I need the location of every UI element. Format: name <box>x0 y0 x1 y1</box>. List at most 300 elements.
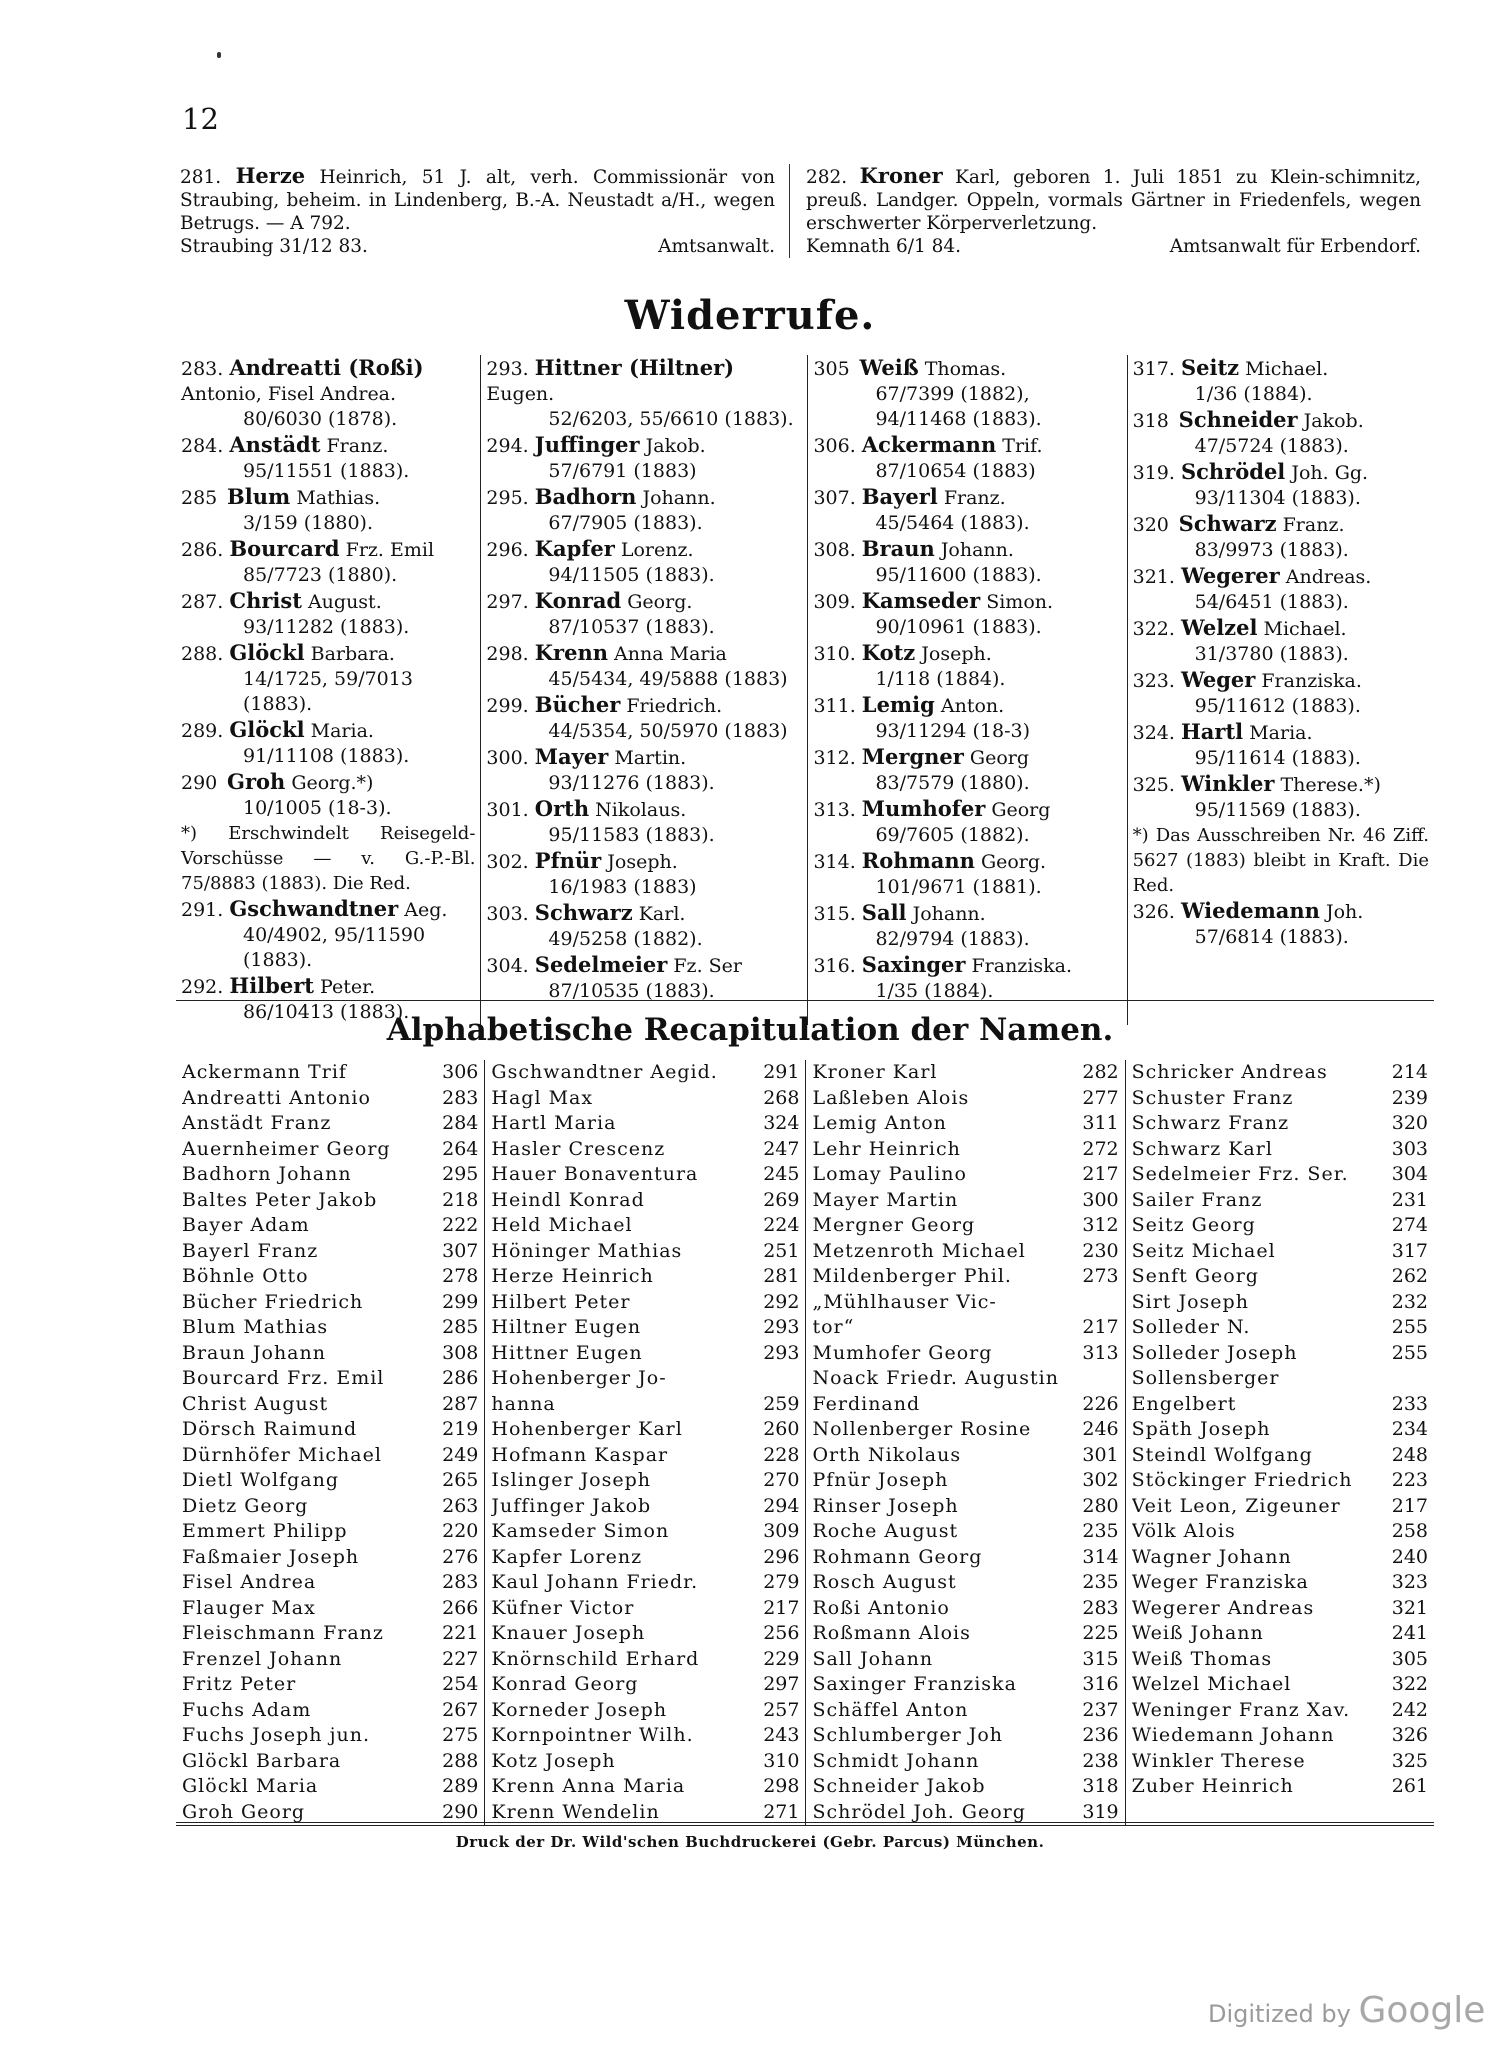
recap-row <box>1132 1698 1428 1724</box>
entry-name: Pfnür <box>534 848 602 873</box>
recap-row <box>491 1647 799 1673</box>
entry-detail: Therese.*) <box>1280 774 1381 796</box>
widerruf-entry <box>813 536 1121 588</box>
entry-detail: Friedrich. <box>626 695 723 717</box>
recap-row <box>812 1086 1118 1112</box>
recap-name: Seitz Michael <box>1131 1239 1276 1262</box>
entry-head <box>181 973 475 1000</box>
recap-row <box>812 1392 1118 1418</box>
entry-head <box>1133 667 1429 694</box>
recap-name: Schuster Franz <box>1131 1086 1294 1109</box>
recap-name: Hofmann Kaspar <box>491 1443 669 1466</box>
entry-name: Kotz <box>861 640 916 665</box>
entry-reference: 95/11614 (1883). <box>1194 747 1361 769</box>
entry-detail: Anton. <box>940 695 1005 717</box>
entry-head <box>813 952 1121 979</box>
printer-imprint: Druck der Dr. Wild'schen Buchdruckerei (Gebr. Parcus) München. <box>455 1833 1045 1851</box>
recap-reference: 279 <box>763 1571 800 1593</box>
widerrufe-column-4 <box>1128 355 1434 1025</box>
recap-row <box>1132 1647 1428 1673</box>
widerruf-entry <box>1133 355 1429 407</box>
recap-reference: 262 <box>1391 1265 1429 1287</box>
entry-name: Hartl <box>1180 719 1244 744</box>
entry-reference: 67/7399 (1882), 94/11468 (1883). <box>875 383 1042 430</box>
entry-detail: Peter. <box>320 976 376 998</box>
recap-row <box>491 1749 799 1775</box>
widerruf-entry <box>486 536 802 588</box>
recap-row <box>182 1647 478 1673</box>
recap-name: Bayerl Franz <box>182 1239 319 1262</box>
recap-row <box>182 1468 478 1494</box>
recap-reference: 290 <box>442 1800 479 1823</box>
recap-reference: 232 <box>1391 1290 1429 1313</box>
entry-head <box>486 744 802 771</box>
recap-row <box>1132 1060 1428 1086</box>
recap-name: Zuber Heinrich <box>1131 1775 1294 1797</box>
recap-name: Mergner Georg <box>812 1214 976 1236</box>
recap-reference: 261 <box>1391 1775 1429 1797</box>
entry-number: 303. <box>486 903 529 925</box>
widerruf-entry <box>181 484 475 536</box>
recap-row <box>491 1137 799 1163</box>
entry-reference: 44/5354, 50/5970 (1883) <box>548 720 788 742</box>
recap-row <box>491 1060 799 1086</box>
recap-row <box>491 1468 799 1494</box>
recap-name: Fuchs Joseph jun. <box>182 1724 370 1746</box>
entry-reference: 40/4902, 95/11590 (1883). <box>243 924 426 971</box>
recap-row <box>812 1545 1118 1571</box>
entry-number: 326. <box>1132 901 1175 923</box>
recap-name: Veit Leon, Zigeuner <box>1131 1494 1341 1517</box>
entry-reference: 87/10654 (1883) <box>875 460 1036 482</box>
recap-name: Braun Johann <box>182 1341 326 1364</box>
widerruf-entry <box>813 744 1121 796</box>
recap-row <box>1132 1494 1428 1520</box>
recap-row <box>491 1570 799 1596</box>
recap-row <box>1132 1417 1428 1443</box>
widerruf-entry <box>486 744 802 796</box>
entry-number: 289. <box>181 720 224 742</box>
recap-name: Schwarz Franz <box>1131 1112 1290 1134</box>
entry-number: 305 <box>813 358 850 380</box>
recap-reference: 275 <box>442 1724 479 1746</box>
recap-name: Kamseder Simon <box>491 1520 670 1542</box>
entry-number: 319. <box>1132 462 1175 484</box>
entry-detail: Jakob. <box>645 435 706 457</box>
entry-number: 306. <box>813 435 856 457</box>
recap-name: Fleischmann Franz <box>182 1622 384 1644</box>
recap-name: Engelbert <box>1131 1392 1237 1415</box>
notice-number: 282. <box>806 167 848 188</box>
entry-reference: 93/11294 (18-3) <box>875 720 1031 742</box>
recap-reference: 228 <box>763 1443 800 1466</box>
entry-detail: Joh. Gg. <box>1291 462 1369 484</box>
recap-name: Blum Mathias <box>182 1316 329 1338</box>
entry-head <box>181 588 475 615</box>
entry-reference: 1/36 (1884). <box>1194 383 1313 405</box>
recap-row <box>1132 1570 1428 1596</box>
recap-reference: 268 <box>763 1086 800 1109</box>
recap-row <box>812 1060 1118 1086</box>
entry-reference: 87/10535 (1883). <box>548 980 715 1002</box>
recap-reference: 289 <box>442 1775 479 1797</box>
entry-head <box>486 900 802 927</box>
entry-reference: 31/3780 (1883). <box>1194 643 1349 665</box>
recap-row <box>491 1774 799 1800</box>
entry-number: 322. <box>1132 618 1175 640</box>
entry-name: Krenn <box>534 640 608 665</box>
recap-row <box>491 1239 799 1265</box>
recap-reference: 277 <box>1082 1086 1119 1109</box>
widerrufe-column-3 <box>808 355 1127 1025</box>
notice-signature <box>806 235 1421 258</box>
recap-name: Böhnle Otto <box>182 1265 309 1287</box>
entry-reference: 14/1725, 59/7013 (1883). <box>243 668 413 715</box>
recap-row <box>812 1672 1118 1698</box>
entry-detail: Karl. <box>638 903 686 925</box>
recap-reference: 284 <box>442 1112 479 1134</box>
entry-reference: 80/6030 (1878). <box>243 408 398 430</box>
recap-reference: 269 <box>763 1188 800 1211</box>
recap-row <box>812 1749 1118 1775</box>
entry-detail: Aeg. <box>404 899 448 921</box>
widerrufe-title: Widerrufe. <box>624 292 876 339</box>
widerruf-entry <box>181 769 475 821</box>
entry-name: Juffinger <box>534 432 640 457</box>
entry-number: 295. <box>486 487 529 509</box>
recap-name: Hohenberger Jo- <box>491 1367 667 1389</box>
recap-row <box>812 1137 1118 1163</box>
entry-head <box>486 952 802 979</box>
recap-reference: 312 <box>1082 1214 1119 1236</box>
recap-reference: 296 <box>763 1545 800 1568</box>
recap-reference <box>795 1366 799 1392</box>
recap-name: Noack Friedr. Augustin <box>812 1367 1059 1389</box>
entry-name: Mayer <box>534 744 609 769</box>
recap-reference: 285 <box>442 1316 479 1338</box>
recap-reference: 294 <box>763 1494 800 1517</box>
top-notices <box>180 164 1430 258</box>
entry-detail: Michael. <box>1263 618 1347 640</box>
recap-row <box>812 1111 1118 1137</box>
entry-head <box>181 484 475 511</box>
entry-name: Welzel <box>1180 615 1258 640</box>
entry-reference: 83/9973 (1883). <box>1194 539 1349 561</box>
recap-row <box>1132 1086 1428 1112</box>
entry-number: 320 <box>1132 514 1169 536</box>
entry-reference: 95/11583 (1883). <box>548 824 715 846</box>
recap-name: Faßmaier Joseph <box>182 1545 360 1568</box>
widerruf-entry <box>813 952 1121 1004</box>
digitized-watermark <box>1208 1990 1485 2031</box>
entry-name: Konrad <box>534 588 622 613</box>
recap-reference: 293 <box>763 1316 800 1338</box>
entry-reference: 1/35 (1884). <box>875 980 994 1002</box>
widerruf-entry <box>1133 563 1429 615</box>
entry-head <box>486 640 802 667</box>
digitized-prefix: Digitized by <box>1208 2000 1351 2028</box>
recap-row <box>1132 1290 1428 1316</box>
recap-row <box>812 1366 1118 1392</box>
recap-name: Seitz Georg <box>1131 1214 1256 1236</box>
recap-reference: 317 <box>1391 1239 1429 1262</box>
entry-name: Schwarz <box>1178 511 1277 536</box>
entry-name: Badhorn <box>534 484 637 509</box>
entry-detail: Johann. <box>912 903 986 925</box>
entry-head <box>486 432 802 459</box>
recap-name: Sollensberger <box>1131 1367 1280 1389</box>
entry-number: 291. <box>181 899 224 921</box>
recap-row <box>1132 1774 1428 1800</box>
entry-head <box>813 355 1121 382</box>
recap-reference: 229 <box>763 1647 800 1670</box>
entry-number: 288. <box>181 643 224 665</box>
entry-number: 298. <box>486 643 529 665</box>
recap-reference: 283 <box>442 1086 479 1109</box>
recap-reference: 227 <box>442 1647 479 1670</box>
recap-row <box>812 1162 1118 1188</box>
recap-name: Mumhofer Georg <box>812 1341 993 1364</box>
entry-detail: Simon. <box>986 591 1054 613</box>
entry-detail: Joseph. <box>607 851 678 873</box>
entry-head <box>813 484 1121 511</box>
entry-name: Sedelmeier <box>534 952 668 977</box>
recap-reference: 246 <box>1082 1418 1119 1440</box>
recap-reference: 281 <box>763 1265 800 1287</box>
recap-name: Dietz Georg <box>182 1494 309 1517</box>
entry-head <box>486 355 802 407</box>
entry-detail: Frz. Emil <box>345 539 435 561</box>
recap-row <box>812 1494 1118 1520</box>
entry-name: Andreatti (Roßi) <box>229 355 424 380</box>
recap-reference: 273 <box>1082 1265 1119 1287</box>
recap-row <box>182 1392 478 1418</box>
recap-row <box>491 1392 799 1418</box>
entry-name: Ackermann <box>861 432 997 457</box>
recap-row <box>182 1545 478 1571</box>
recap-reference: 316 <box>1082 1673 1119 1695</box>
recap-row <box>491 1698 799 1724</box>
recap-row <box>812 1621 1118 1647</box>
entry-name: Sall <box>861 900 907 925</box>
recap-name: Stöckinger Friedrich <box>1131 1469 1353 1491</box>
recap-reference: 220 <box>442 1520 479 1542</box>
recap-row <box>491 1290 799 1316</box>
entry-number: 308. <box>813 539 856 561</box>
entry-reference: 87/10537 (1883). <box>548 616 715 638</box>
recap-reference: 318 <box>1082 1775 1119 1797</box>
recap-row <box>182 1315 478 1341</box>
widerruf-entry <box>486 484 802 536</box>
notice-name: Herze <box>235 163 306 188</box>
entry-number: 325. <box>1132 774 1175 796</box>
recap-name: Krenn Wendelin <box>491 1800 660 1823</box>
recap-row <box>812 1468 1118 1494</box>
recap-row <box>1132 1188 1428 1214</box>
entry-number: 302. <box>486 851 529 873</box>
recap-reference: 222 <box>442 1214 479 1236</box>
widerruf-entry <box>813 796 1121 848</box>
recap-name: Herze Heinrich <box>491 1265 654 1287</box>
entry-detail: Fz. Ser <box>673 955 742 977</box>
recap-name: Krenn Anna Maria <box>491 1775 686 1797</box>
recap-row <box>182 1213 478 1239</box>
recap-row <box>812 1698 1118 1724</box>
recap-reference: 240 <box>1391 1545 1429 1568</box>
recap-row <box>812 1213 1118 1239</box>
recap-name: Heindl Konrad <box>491 1188 645 1211</box>
recap-reference: 217 <box>1082 1163 1119 1185</box>
recap-row <box>491 1086 799 1112</box>
entry-name: Kamseder <box>861 588 981 613</box>
recap-name: Weninger Franz Xav. <box>1131 1698 1351 1721</box>
recap-name: Knauer Joseph <box>491 1622 646 1644</box>
entry-detail: Franziska. <box>971 955 1073 977</box>
entry-number: 321. <box>1132 566 1175 588</box>
recap-name: Ackermann Trif <box>182 1061 347 1083</box>
entry-detail: Nikolaus. <box>595 799 687 821</box>
recap-name: Saxinger Franziska <box>812 1673 1017 1695</box>
recap-row <box>812 1723 1118 1749</box>
entry-number: 296. <box>486 539 529 561</box>
recap-reference: 278 <box>442 1265 479 1287</box>
recap-reference: 324 <box>763 1112 800 1134</box>
entry-number: 315. <box>813 903 856 925</box>
entry-detail: Mathias. <box>296 487 381 509</box>
recap-name: Baltes Peter Jakob <box>182 1188 378 1211</box>
recap-name: „Mühlhauser Vic- <box>812 1290 997 1313</box>
recap-reference: 298 <box>763 1775 800 1797</box>
recap-title: Alphabetische Recapitulation der Namen. <box>386 1012 1114 1048</box>
recap-reference: 283 <box>442 1571 479 1593</box>
recap-row <box>491 1417 799 1443</box>
recap-row <box>182 1596 478 1622</box>
recap-name: Schrödel Joh. Georg <box>812 1800 1026 1823</box>
entry-number: 318 <box>1132 410 1169 432</box>
widerruf-entry <box>181 717 475 769</box>
recap-name: Solleder N. <box>1131 1316 1251 1338</box>
recap-reference: 265 <box>442 1469 479 1491</box>
entry-reference: 57/6791 (1883) <box>548 460 697 482</box>
recap-reference: 302 <box>1082 1469 1119 1491</box>
recap-name: Schricker Andreas <box>1131 1061 1328 1083</box>
recap-reference: 248 <box>1391 1443 1429 1466</box>
recap-name: Hiltner Eugen <box>491 1316 642 1338</box>
recap-reference: 295 <box>442 1163 479 1185</box>
recap-row <box>1132 1341 1428 1367</box>
recap-name: Knörnschild Erhard <box>491 1647 700 1670</box>
entry-detail: Andreas. <box>1285 566 1372 588</box>
recap-name: Andreatti Antonio <box>182 1086 371 1109</box>
recap-reference: 282 <box>1082 1061 1119 1083</box>
recap-name: Wagner Johann <box>1131 1545 1292 1568</box>
entry-reference: 86/10413 (1883). <box>243 1001 410 1023</box>
recap-column-3 <box>806 1060 1125 1825</box>
recap-reference: 223 <box>1391 1469 1429 1491</box>
widerruf-entry <box>181 355 475 432</box>
recap-row <box>1132 1392 1428 1418</box>
recap-reference: 241 <box>1391 1622 1429 1644</box>
entry-number: 323. <box>1132 670 1175 692</box>
recap-name: Held Michael <box>491 1214 633 1236</box>
recap-reference: 238 <box>1082 1749 1119 1772</box>
entry-head <box>813 848 1121 875</box>
entry-detail: Eugen. <box>486 383 555 405</box>
widerruf-entry <box>486 796 802 848</box>
recap-row <box>182 1570 478 1596</box>
recap-row <box>182 1443 478 1469</box>
recap-reference: 233 <box>1391 1392 1429 1415</box>
entry-detail: Martin. <box>614 747 687 769</box>
editorial-footnote: *) Das Ausschreiben Nr. 46 Ziff. 5627 (1883) bleibt in Kraft. Die Red. <box>1132 825 1429 896</box>
recap-row <box>182 1060 478 1086</box>
recap-row <box>182 1188 478 1214</box>
recap-name: Schmidt Johann <box>812 1749 980 1772</box>
recap-reference: 264 <box>442 1137 479 1160</box>
recap-reference: 321 <box>1391 1596 1429 1619</box>
recap-name: Schäffel Anton <box>812 1698 969 1721</box>
recap-name: Wiedemann Johann <box>1131 1724 1335 1746</box>
recap-name: Auernheimer Georg <box>182 1137 391 1160</box>
recap-name: Winkler Therese <box>1131 1749 1306 1772</box>
entry-reference: 95/11551 (1883). <box>243 460 410 482</box>
entry-name: Bayerl <box>861 484 938 509</box>
entry-detail: Johann. <box>940 539 1014 561</box>
entry-detail: Franz. <box>1282 514 1345 536</box>
recap-name: Laßleben Alois <box>812 1086 970 1109</box>
recap-reference: 276 <box>442 1545 479 1568</box>
recap-reference: 217 <box>763 1596 800 1619</box>
recap-reference: 300 <box>1082 1188 1119 1211</box>
widerruf-entry <box>486 640 802 692</box>
entry-name: Hittner (Hiltner) <box>534 355 735 380</box>
entry-number: 285 <box>181 487 218 509</box>
entry-reference: 95/11600 (1883). <box>875 564 1042 586</box>
entry-detail: Franz. <box>326 435 389 457</box>
recap-name: Hittner Eugen <box>491 1341 643 1364</box>
entry-detail: Georg. <box>627 591 693 613</box>
recap-name: Solleder Joseph <box>1131 1341 1298 1364</box>
recap-name: Emmert Philipp <box>182 1520 348 1542</box>
entry-number: 307. <box>813 487 856 509</box>
recap-name: Mildenberger Phil. <box>812 1265 1012 1287</box>
entry-reference: 67/7905 (1883). <box>548 512 703 534</box>
widerruf-entry <box>181 588 475 640</box>
recap-row <box>182 1621 478 1647</box>
recap-row <box>491 1494 799 1520</box>
recap-reference: 283 <box>1082 1596 1119 1619</box>
entry-number: 299. <box>486 695 529 717</box>
recap-row <box>1132 1468 1428 1494</box>
widerruf-entry <box>486 848 802 900</box>
entry-name: Kapfer <box>534 536 615 561</box>
entry-detail: Franz. <box>943 487 1006 509</box>
recap-reference: 255 <box>1391 1341 1429 1364</box>
notice-282 <box>790 164 1421 258</box>
entry-head <box>181 536 475 563</box>
recap-reference: 254 <box>442 1673 479 1695</box>
recap-name: Bourcard Frz. Emil <box>182 1367 385 1389</box>
entry-head <box>486 796 802 823</box>
recap-reference: 303 <box>1391 1137 1429 1160</box>
recap-row <box>812 1774 1118 1800</box>
entry-reference: 93/11304 (1883). <box>1194 487 1361 509</box>
recap-row <box>491 1596 799 1622</box>
entry-detail: August. <box>307 591 382 613</box>
entry-reference: 45/5464 (1883). <box>875 512 1030 534</box>
widerruf-entry <box>813 484 1121 536</box>
entry-head <box>813 900 1121 927</box>
